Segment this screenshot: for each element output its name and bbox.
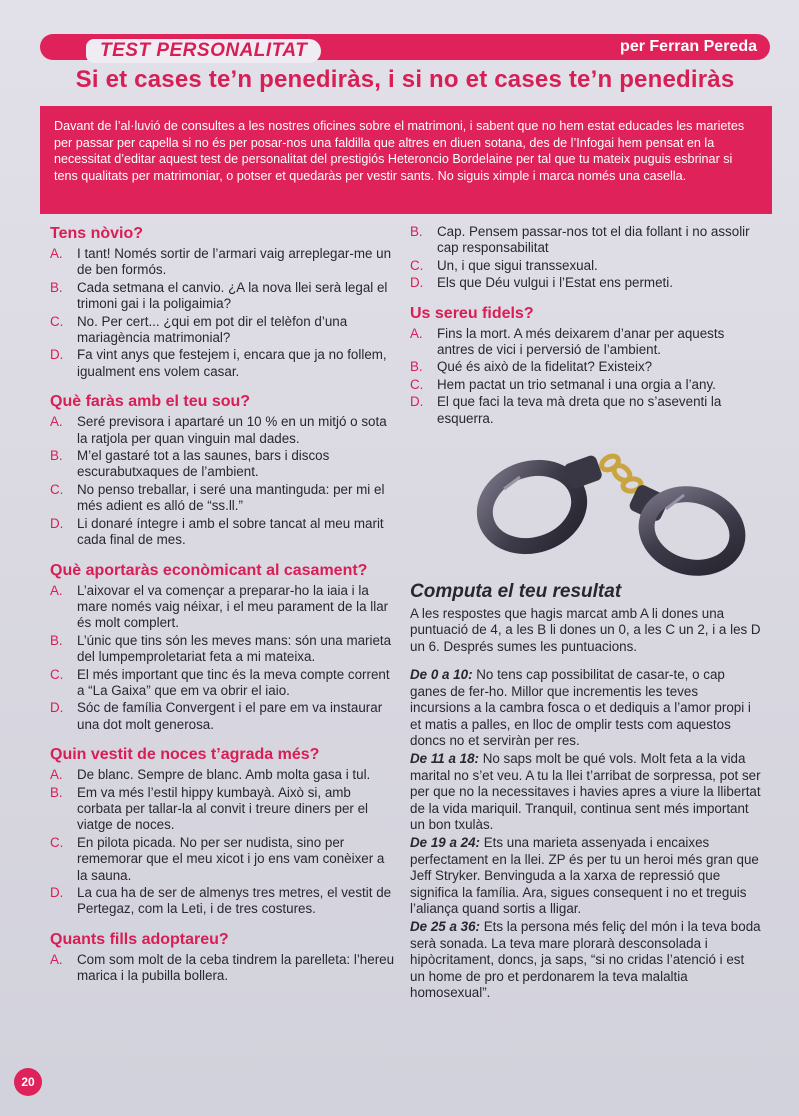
option-text: Els que Déu vulgui i l’Estat ens permeti.: [437, 275, 673, 291]
option-text: Cap. Pensem passar-nos tot el dia follant i no assolir cap responsabilitat: [437, 224, 750, 256]
option-letter: A.: [50, 951, 63, 967]
option-letter: A.: [50, 414, 63, 430]
option-text: En pilota picada. No per ser nudista, sino per rememorar que el meu xicot i jo ens vam conèixer a la sauna.: [77, 834, 385, 883]
right-column: [410, 224, 762, 1003]
option-letter: D.: [410, 275, 424, 291]
question-title: Tens nòvio?: [50, 225, 144, 242]
option-text: Li donaré íntegre i amb el sobre tancat al meu marit cada final de mes.: [77, 515, 384, 548]
intro-box: Davant de l’al·luvió de consultes a les nostres oficines sobre el matrimoni, i sabent que no hem estat educades les marietes per passar per capella si no és per posar-nos una faldilla que altres en diuen sotana, des de l’Infogai hem pensat en la necessitat d’editar aquest test de personalitat del prestigiós Heteroncio Bordelaine per tal que tu mateix puguis esbrinar si tens qualitats per matrimoniar, o potser et quedaràs per vestir sants. No siguis ximple i marca només una casella.: [40, 106, 772, 214]
option-text: Qué és això de la fidelitat? Existeix?: [437, 359, 653, 375]
answer-option[interactable]: [410, 377, 762, 393]
result-heading: Computa el teu resultat: [410, 581, 622, 603]
option-letter: A.: [50, 767, 63, 783]
option-text: I tant! Només sortir de l’armari vaig arreplegar-me un de ben formós.: [77, 246, 392, 278]
left-column: [50, 224, 396, 997]
answer-option[interactable]: [50, 835, 396, 884]
range-text: Ets una marieta assenyada i encaixes perfectament en la llei. ZP és per tu un heroi més gran que Jeff Stryker. Benvinguda a la xarxa de repressió que significa la família. Ara, sigues consequent i no et treguis l’aliança quand sortis a lligar.: [410, 835, 759, 916]
question-block: [50, 224, 396, 380]
option-letter: C.: [50, 313, 64, 329]
option-text: Fins la mort. A més deixarem d’anar per aquests antres de vici i perversió de l’ambient.: [437, 325, 725, 358]
answer-option[interactable]: [50, 246, 396, 279]
option-text: De blanc. Sempre de blanc. Amb molta gasa i tul.: [77, 767, 371, 783]
answer-option[interactable]: [50, 885, 396, 918]
option-text: M’el gastaré tot a las saunes, bars i discos escurabutxaques de l’ambient.: [77, 448, 330, 480]
answer-option[interactable]: [410, 275, 762, 291]
page-title: Si et cases te’n penediràs, i si no et cases te’n penediràs: [75, 66, 735, 93]
option-letter: A.: [50, 246, 63, 261]
option-text: El més important que tinc és la meva compte corrent a “La Gaixa” que em va obrir el iaio.: [77, 666, 390, 698]
option-letter: C.: [50, 834, 64, 850]
option-letter: B.: [410, 224, 423, 239]
question-block: [50, 930, 396, 985]
option-text: Hem pactat un trio setmanal i una orgia a l’any.: [437, 376, 716, 392]
answer-option[interactable]: [50, 785, 396, 834]
range-text: Ets la persona més feliç del món i la teva boda serà sonada. La teva mare plorarà desconsolada i hipòcritament, doncs, ja saps, “si no cridas l’atenció i est un home de pro et perdonarem la teva malaltia homosexual”.: [410, 919, 761, 1000]
option-letter: D.: [50, 347, 64, 363]
answer-option[interactable]: [410, 224, 762, 257]
option-letter: D.: [50, 885, 64, 900]
option-letter: D.: [50, 700, 64, 716]
range-label: De 0 a 10:: [410, 667, 473, 683]
range-label: De 25 a 36:: [410, 919, 480, 935]
answer-option[interactable]: [50, 952, 396, 985]
author-byline: per Ferran Pereda: [620, 38, 757, 55]
answer-option[interactable]: [50, 414, 396, 447]
answer-option[interactable]: [50, 482, 396, 515]
result-range: [410, 667, 762, 749]
option-text: Un, i que sigui transsexual.: [437, 257, 598, 273]
answer-option[interactable]: [50, 667, 396, 700]
answer-option[interactable]: [50, 347, 396, 380]
option-letter: D.: [50, 515, 64, 531]
answer-option[interactable]: [410, 359, 762, 375]
question-block: [50, 392, 396, 548]
option-text: Com som molt de la ceba tindrem la parelleta: l’hereu marica i la pubilla bollera.: [77, 951, 395, 984]
option-text: El que faci la teva mà dreta que no s’aseventi la esquerra.: [437, 394, 722, 426]
result-range: [410, 919, 762, 1001]
option-text: L’únic que tins són les meves mans: són una marieta del lumpemproletariat feta a mi mateixa.: [77, 632, 392, 665]
question-title: Quants fills adoptareu?: [50, 930, 229, 948]
option-letter: B.: [50, 279, 63, 295]
option-letter: C.: [410, 257, 424, 273]
option-letter: A.: [50, 582, 63, 598]
handcuffs-icon: [470, 429, 760, 579]
question-title: Quin vestit de noces t’agrada més?: [50, 746, 320, 764]
question-title: Què aportaràs econòmicant al casament?: [50, 561, 368, 579]
option-text: Em va més l’estil hippy kumbayà. Això si, amb corbata per tallar-la al convit i treure diners per el viatge de noces.: [77, 784, 369, 833]
option-letter: C.: [410, 376, 424, 392]
answer-option[interactable]: [410, 326, 762, 359]
answer-option[interactable]: [50, 700, 396, 733]
option-letter: B.: [50, 632, 63, 648]
option-letter: C.: [50, 481, 64, 497]
question-block: [50, 561, 396, 734]
result-instructions: A les respostes que hagis marcat amb A li dones una puntuació de 4, a les B li dones un 0, a les C un 2, i a les D un 6. Després sumes les puntuacions.: [410, 606, 761, 654]
question-block-continued: [410, 224, 762, 292]
question-title: Què faràs amb el teu sou?: [50, 393, 251, 411]
page-number: 20: [14, 1068, 42, 1096]
answer-option[interactable]: [50, 448, 396, 481]
answer-option[interactable]: [50, 280, 396, 313]
option-text: Sóc de família Convergent i el pare em va instaurar una dot molt generosa.: [77, 700, 383, 732]
option-text: Fa vint anys que festejem i, encara que ja no follem, igualment ens volem casar.: [77, 347, 387, 379]
question-block: [410, 304, 762, 427]
section-tag: TEST PERSONALITAT: [86, 39, 321, 63]
question-title: Us sereu fidels?: [410, 304, 534, 322]
answer-option[interactable]: [50, 767, 396, 783]
result-range: [410, 751, 762, 833]
option-text: Cada setmana el canvio. ¿A la nova llei serà legal el trimoni gai i la poligaimia?: [77, 279, 388, 312]
result-range: [410, 835, 762, 917]
range-text: No saps molt be qué vols. Molt feta a la vida marital no s’et veu. A tu la llei t’arribat de sorpressa, pot ser per que no la necessitaves i havies apres a viure la llibertat de la vida mariquil. Tranquil, continua sent més important un bon txulàs.: [410, 751, 761, 832]
answer-option[interactable]: [410, 258, 762, 274]
option-text: Seré previsora i apartaré un 10 % en un mitjó o sota la ratjola per quan vinguin mal dades.: [77, 414, 387, 446]
answer-option[interactable]: [50, 516, 396, 549]
option-text: L’aixovar el va començar a preparar-ho la iaia i la mare només vaig néixar, i el meu parament de la llar és molt complert.: [77, 582, 389, 631]
option-letter: D.: [410, 394, 424, 410]
option-letter: A.: [410, 325, 423, 341]
option-letter: C.: [50, 666, 64, 682]
question-block: [50, 745, 396, 918]
option-text: No. Per cert... ¿qui em pot dir el telèfon d’una mariagència matrimonial?: [77, 313, 348, 346]
range-text: No tens cap possibilitat de casar-te, o cap ganes de fer-ho. Millor que incrementis les teves incursions a la cambra fosca o et dediquis a l’amor propi i et matis a palles, en lloc de omplir tests com aquestos doncs no et serviràn per res.: [410, 667, 751, 748]
option-text: No penso treballar, i seré una mantinguda: per mi el més adient es alló de “ss.ll.”: [77, 481, 385, 514]
answer-option[interactable]: [50, 633, 396, 666]
range-label: De 11 a 18:: [410, 751, 479, 767]
handcuffs-illustration: [470, 429, 762, 579]
answer-option[interactable]: [410, 394, 762, 427]
option-text: La cua ha de ser de almenys tres metres, el vestit de Pertegaz, com la Leti, i de tres costures.: [77, 885, 392, 917]
range-label: De 19 a 24:: [410, 835, 480, 851]
option-letter: B.: [50, 784, 63, 800]
answer-option[interactable]: [50, 314, 396, 347]
answer-option[interactable]: [50, 583, 396, 632]
option-letter: B.: [410, 359, 423, 375]
option-letter: B.: [50, 448, 63, 464]
